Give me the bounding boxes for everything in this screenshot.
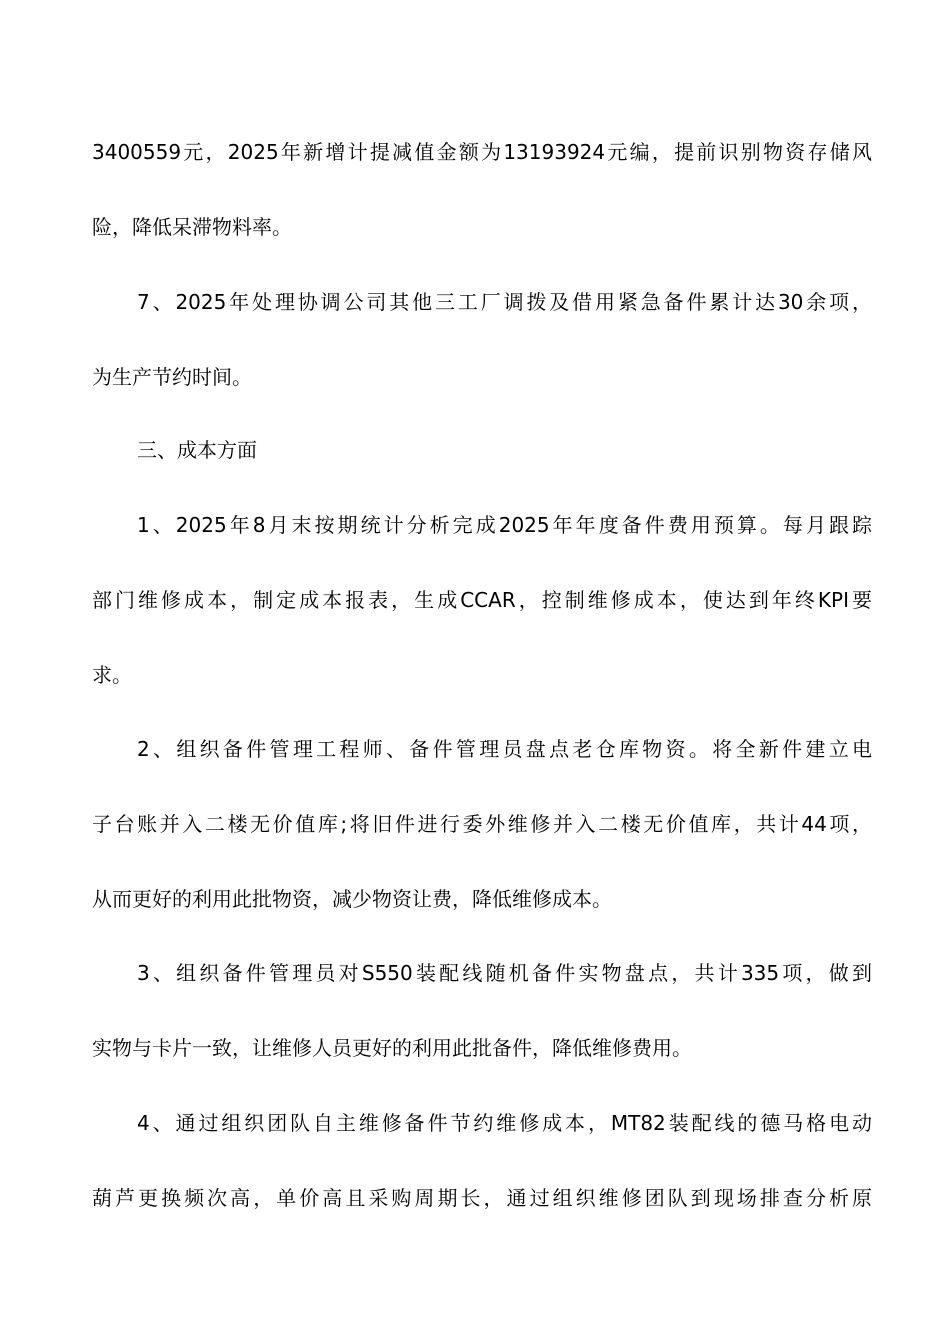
text-line-13: 实物与卡片一致，让维修人员更好的利用此批备件，降低维修费用。 bbox=[92, 1036, 692, 1060]
text-line-2: 险，降低呆滞物料率。 bbox=[92, 215, 292, 239]
text-line-9: 2、组织备件管理工程师、备件管理员盘点老仓库物资。将全新件建立电 bbox=[137, 737, 872, 761]
text-line-10: 子台账并入二楼无价值库;将旧件进行委外维修并入二楼无价值库，共计44项， bbox=[92, 812, 872, 836]
section-heading: 三、成本方面 bbox=[137, 438, 257, 462]
text-line-8: 求。 bbox=[92, 663, 132, 687]
text-line-12: 3、组织备件管理员对S550装配线随机备件实物盘点，共计335项，做到 bbox=[137, 961, 872, 985]
text-line-3: 7、2025年处理协调公司其他三工厂调拨及借用紧急备件累计达30余项， bbox=[137, 290, 872, 314]
text-line-4: 为生产节约时间。 bbox=[92, 365, 252, 389]
text-line-14: 4、通过组织团队自主维修备件节约维修成本，MT82装配线的德马格电动 bbox=[137, 1111, 872, 1135]
text-line-11: 从而更好的利用此批物资，减少物资让费，降低维修成本。 bbox=[92, 887, 612, 911]
text-line-15: 葫芦更换频次高，单价高且采购周期长，通过组织维修团队到现场排查分析原 bbox=[92, 1186, 872, 1210]
text-line-1: 3400559元，2025年新增计提减值金额为13193924元编，提前识别物资存储风 bbox=[92, 140, 872, 164]
text-line-7: 部门维修成本，制定成本报表，生成CCAR，控制维修成本，使达到年终KPI要 bbox=[92, 588, 872, 612]
text-line-6: 1、2025年8月末按期统计分析完成2025年年度备件费用预算。每月跟踪 bbox=[137, 513, 872, 537]
